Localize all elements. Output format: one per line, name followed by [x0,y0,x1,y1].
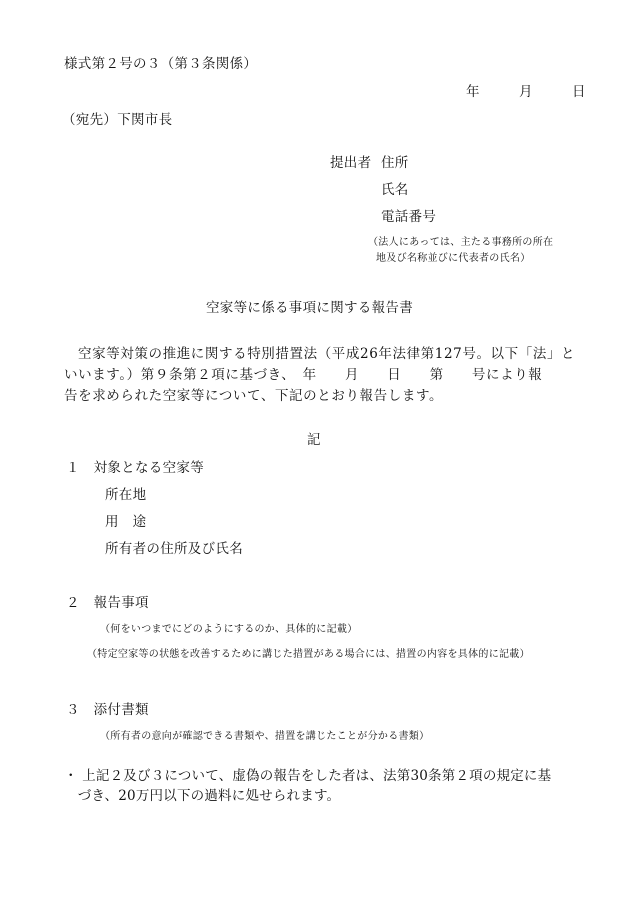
corp-note-line2: 地及び名称並びに代表者の氏名） [376,253,531,264]
section2-heading: ２ 報告事項 [66,595,149,611]
intro-line1: 空家等対策の推進に関する特別措置法（平成26年法律第127号。以下「法」と [78,346,576,362]
section1-owner: 所有者の住所及び氏名 [105,541,243,557]
submitter-label: 提出者 [330,155,372,171]
section3-note: （所有者の意向が確認できる書類や、措置を講じたことが分かる書類） [100,731,430,742]
date-day: 日 [572,84,586,100]
section1-use: 用 途 [105,514,147,530]
section1-heading: １ 対象となる空家等 [66,460,204,476]
section2-note2: （特定空家等の状態を改善するために講じた措置がある場合には、措置の内容を具体的に記載） [87,649,530,660]
notice-line2: づき、20万円以下の過料に処せられます。 [64,788,341,804]
form-number: 様式第２号の３（第３条関係） [64,56,258,72]
ki-heading: 記 [307,432,321,448]
penalty-notice [64,766,551,806]
date-year: 年 [466,84,480,100]
date-month: 月 [519,84,533,100]
section2-note1: （何をいつまでにどのようにするのか、具体的に記載） [100,624,358,635]
report-title: 空家等に係る事項に関する報告書 [206,300,413,316]
date-line [466,80,586,100]
corp-note-line1: （法人にあっては、主たる事務所の所在 [368,237,554,248]
intro-line2: いいます。）第９条第２項に基づき、 年 月 日 第 号により報 [64,367,543,383]
intro-paragraph [64,344,574,407]
section3-heading: ３ 添付書類 [66,702,149,718]
submitter-name-label: 氏名 [381,182,409,198]
submitter-phone-label: 電話番号 [381,209,437,225]
intro-line3: 告を求められた空家等について、下記のとおり報告します。 [64,388,444,404]
notice-line1: ・ 上記２及び３について、虚偽の報告をした者は、法第30条第２項の規定に基 [64,768,552,784]
addressee: （宛先）下関市長 [62,112,173,128]
submitter-address-label: 住所 [381,155,409,171]
section1-location: 所在地 [105,487,147,503]
